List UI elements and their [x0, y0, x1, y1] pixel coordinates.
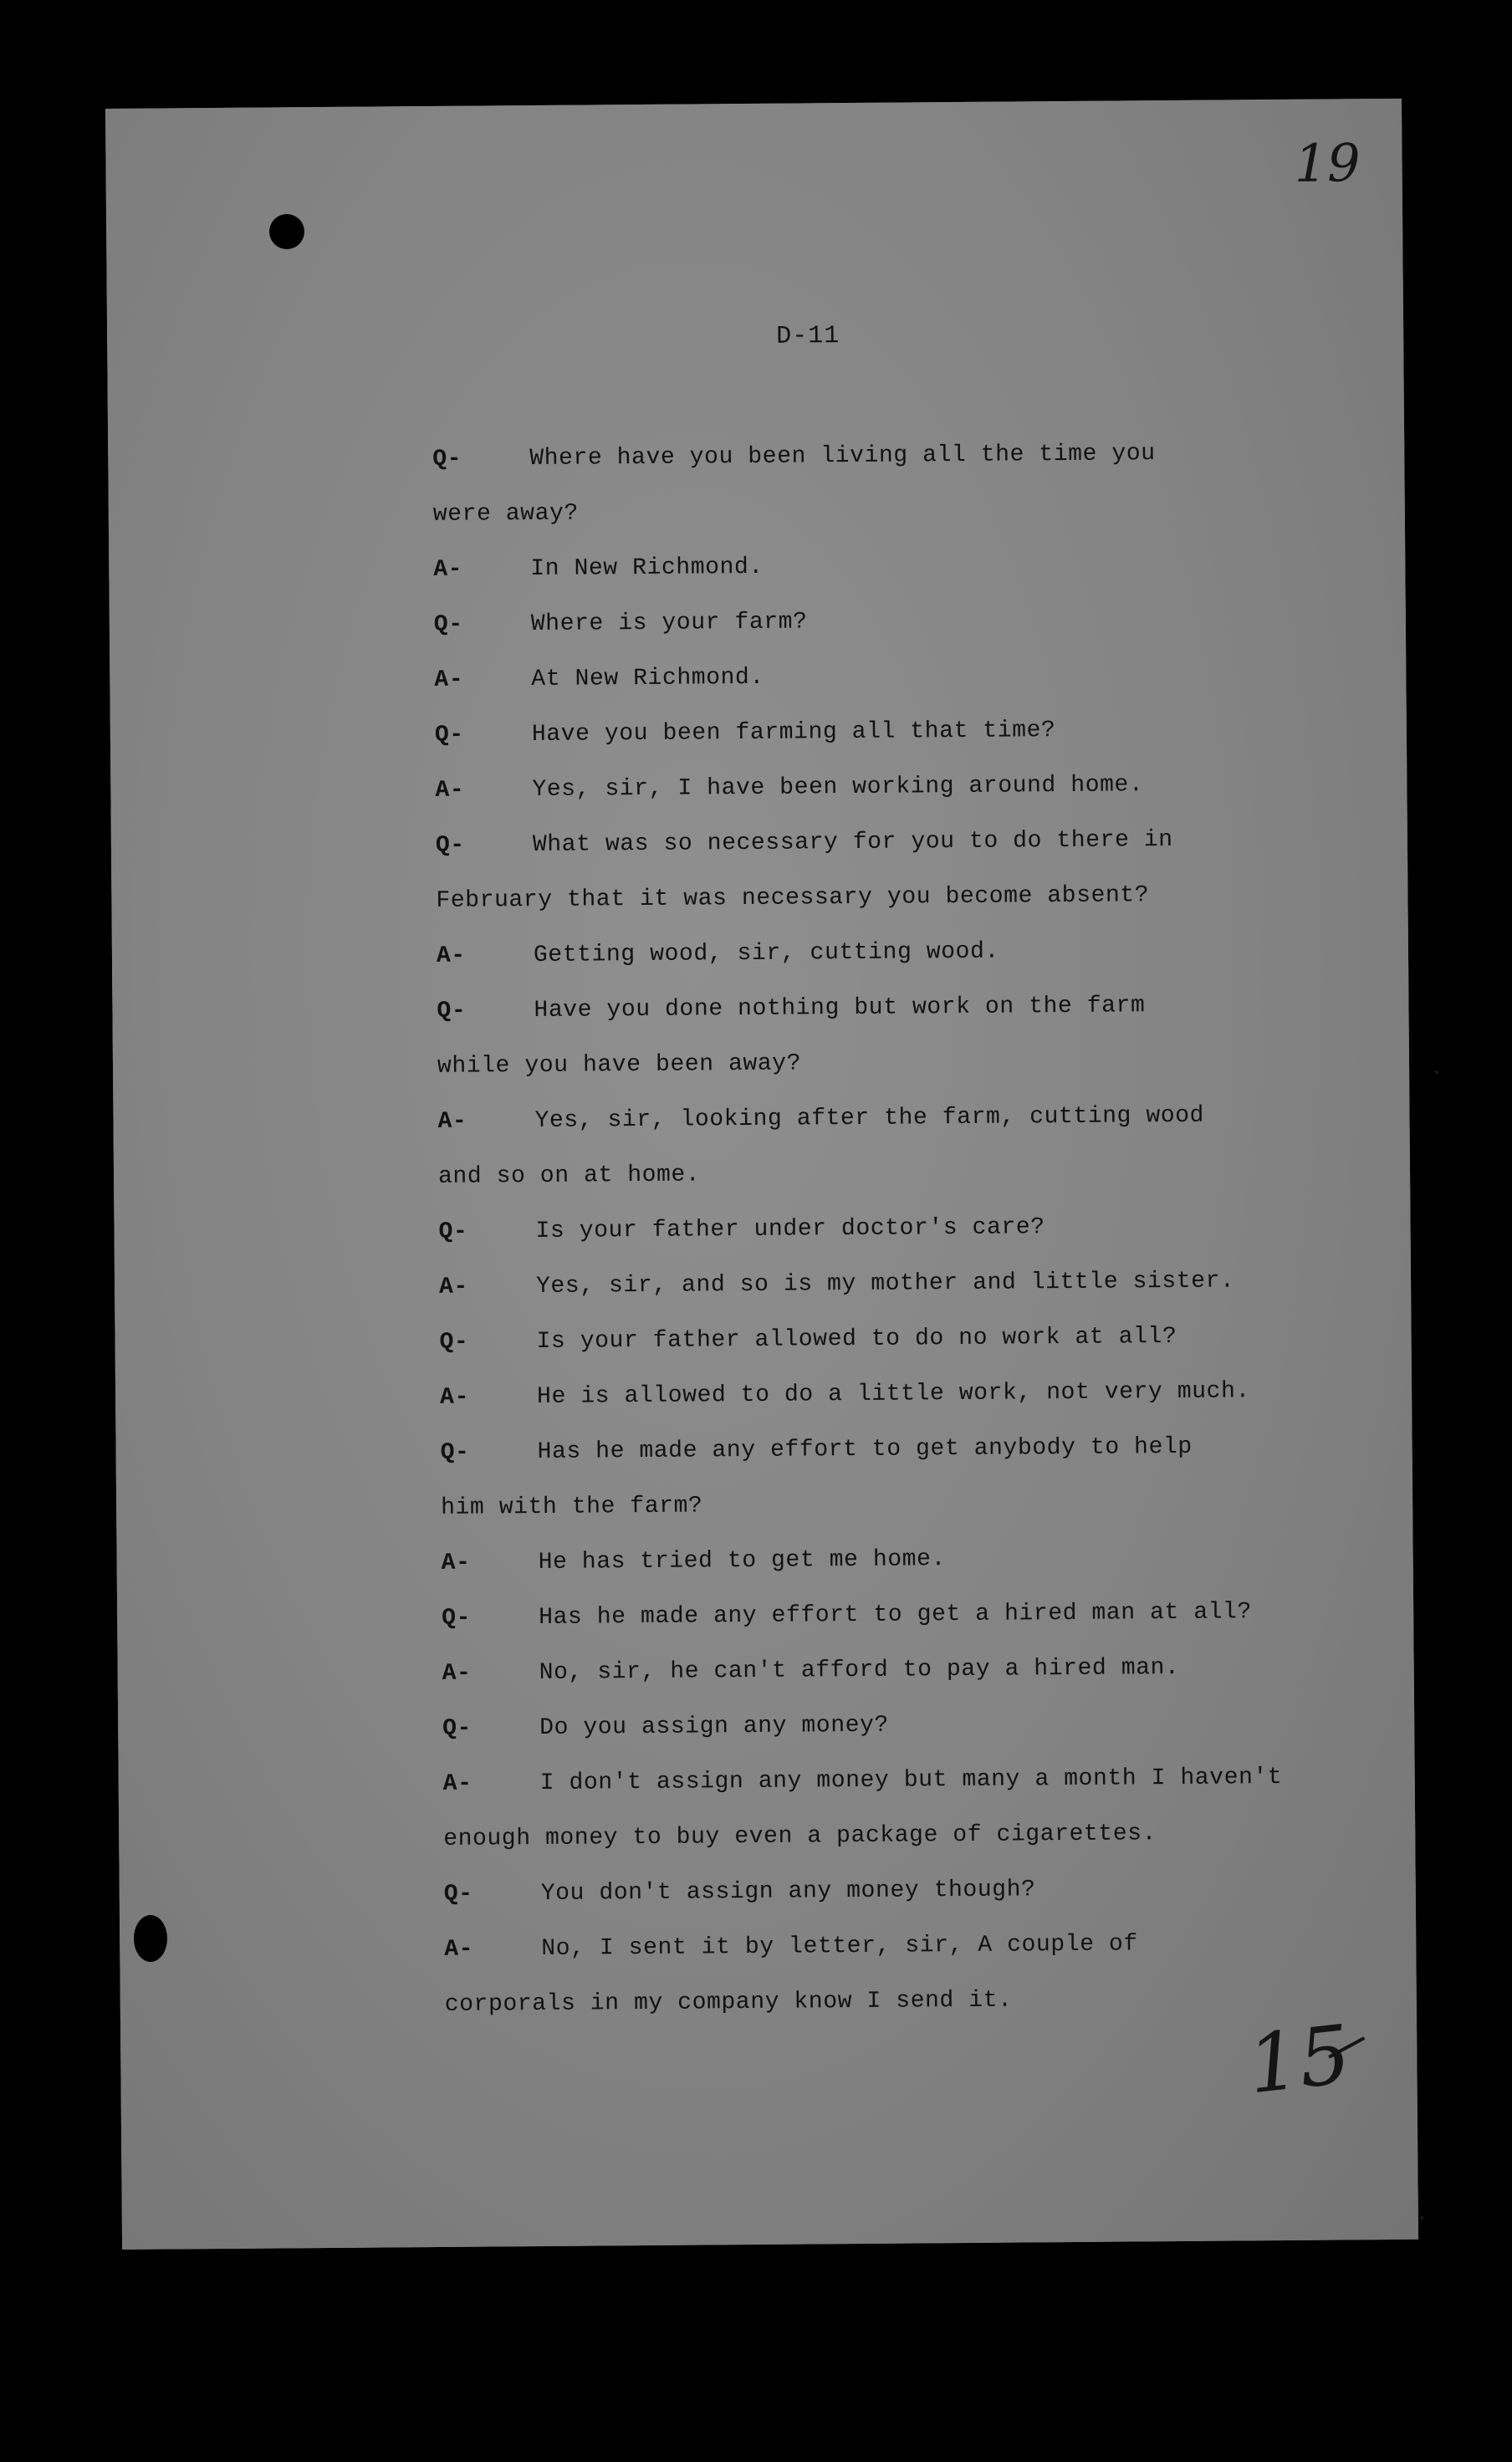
- transcript-line: [434, 590, 1387, 653]
- dust-speck: [1420, 2216, 1423, 2219]
- speaker-marker: A-: [437, 1108, 467, 1135]
- line-text: Yes, sir, and so is my mother and little sister.: [535, 1268, 1235, 1300]
- line-text: February that it was necessary you become absent?: [436, 882, 1150, 914]
- punch-hole-top: [269, 214, 304, 249]
- transcript-line: [443, 1805, 1397, 1867]
- line-text: Has he made any effort to get anybody to help: [537, 1433, 1193, 1465]
- transcript-line: [435, 756, 1388, 819]
- transcript-line: [438, 1142, 1392, 1205]
- speaker-marker: A-: [434, 667, 464, 693]
- transcript-line: [439, 1308, 1392, 1371]
- line-text: and so on at home.: [437, 1162, 701, 1190]
- transcript-line: [435, 701, 1388, 764]
- transcript-line: [437, 1032, 1391, 1095]
- transcript-body: [432, 425, 1398, 2033]
- line-text: Do you assign any money?: [539, 1712, 890, 1741]
- document-header: D-11: [776, 322, 840, 351]
- line-text: were away?: [432, 500, 579, 528]
- speaker-marker: Q-: [439, 1329, 469, 1356]
- line-text: Where is your farm?: [530, 609, 808, 638]
- transcript-line: [442, 1694, 1396, 1757]
- line-text: Have you done nothing but work on the farm: [534, 993, 1146, 1024]
- line-text: He has tried to get me home.: [538, 1546, 947, 1576]
- transcript-line: [436, 811, 1389, 874]
- line-text: Have you been farming all that time?: [531, 718, 1056, 748]
- line-text: Yes, sir, looking after the farm, cutting wood: [534, 1102, 1205, 1135]
- handwritten-page-number: 19: [1294, 132, 1361, 194]
- line-text: You don't assign any money though?: [540, 1877, 1036, 1907]
- speaker-marker: A-: [435, 777, 465, 804]
- transcript-line: [432, 425, 1386, 488]
- speaker-marker: A-: [433, 556, 463, 583]
- transcript-line: [433, 480, 1387, 543]
- document-page: [105, 99, 1418, 2250]
- transcript-line: [436, 866, 1389, 929]
- line-text: Has he made any effort to get a hired man at all?: [539, 1599, 1253, 1631]
- line-text: At New Richmond.: [531, 664, 764, 693]
- transcript-line: [442, 1639, 1395, 1702]
- line-text: Is your father allowed to do no work at all?: [536, 1323, 1177, 1355]
- transcript-line: [441, 1474, 1394, 1536]
- line-text: No, I sent it by letter, sir, A couple of: [541, 1931, 1138, 1962]
- transcript-line: [433, 535, 1387, 598]
- speaker-marker: A-: [442, 1770, 472, 1797]
- line-text: Yes, sir, I have been working around home.: [532, 772, 1144, 804]
- handwritten-folio-number: 15: [1243, 2007, 1356, 2112]
- transcript-line: [444, 1860, 1397, 1923]
- line-text: No, sir, he can't afford to pay a hired man.: [539, 1654, 1180, 1686]
- line-text: Is your father under doctor's care?: [535, 1214, 1045, 1244]
- line-text: corporals in my company know I send it.: [444, 1987, 1013, 2018]
- transcript-line: [444, 1915, 1397, 1978]
- speaker-marker: A-: [438, 1274, 469, 1300]
- line-text: him with the farm?: [441, 1493, 703, 1521]
- speaker-marker: Q-: [438, 1218, 468, 1245]
- line-text: Where have you been living all the time you: [529, 441, 1156, 472]
- speaker-marker: A-: [442, 1660, 472, 1687]
- speaker-marker: A-: [439, 1384, 470, 1411]
- speaker-marker: Q-: [437, 998, 467, 1024]
- line-text: while you have been away?: [437, 1050, 802, 1080]
- punch-hole-bottom: [134, 1915, 167, 1962]
- speaker-marker: Q-: [434, 722, 464, 748]
- line-text: In New Richmond.: [530, 554, 764, 583]
- speaker-marker: Q-: [432, 446, 462, 472]
- transcript-line: [441, 1529, 1394, 1591]
- line-text: What was so necessary for you to do there in: [532, 827, 1173, 859]
- transcript-line: [437, 922, 1390, 984]
- transcript-line: [440, 1418, 1393, 1481]
- transcript-line: [439, 1253, 1392, 1315]
- line-text: He is allowed to do a little work, not very much.: [536, 1378, 1250, 1410]
- speaker-marker: A-: [444, 1936, 474, 1963]
- speaker-marker: Q-: [442, 1605, 472, 1632]
- speaker-marker: A-: [436, 942, 466, 969]
- transcript-line: [442, 1584, 1395, 1647]
- transcript-line: [440, 1363, 1393, 1426]
- speaker-marker: Q-: [442, 1715, 472, 1742]
- transcript-line: [438, 1198, 1392, 1260]
- speaker-marker: Q-: [443, 1881, 473, 1908]
- line-text: enough money to buy even a package of cigarettes.: [443, 1821, 1157, 1852]
- transcript-line: [442, 1749, 1396, 1812]
- speaker-marker: Q-: [440, 1439, 470, 1466]
- line-text: Getting wood, sir, cutting wood.: [533, 938, 999, 969]
- dust-speck: [1435, 1070, 1438, 1074]
- transcript-line: [437, 1087, 1391, 1150]
- line-text: I don't assign any money but many a month I haven't: [539, 1765, 1283, 1796]
- transcript-line: [434, 646, 1387, 708]
- speaker-marker: Q-: [433, 611, 463, 638]
- speaker-marker: Q-: [435, 832, 465, 859]
- speaker-marker: A-: [441, 1550, 471, 1576]
- transcript-line: [437, 977, 1390, 1039]
